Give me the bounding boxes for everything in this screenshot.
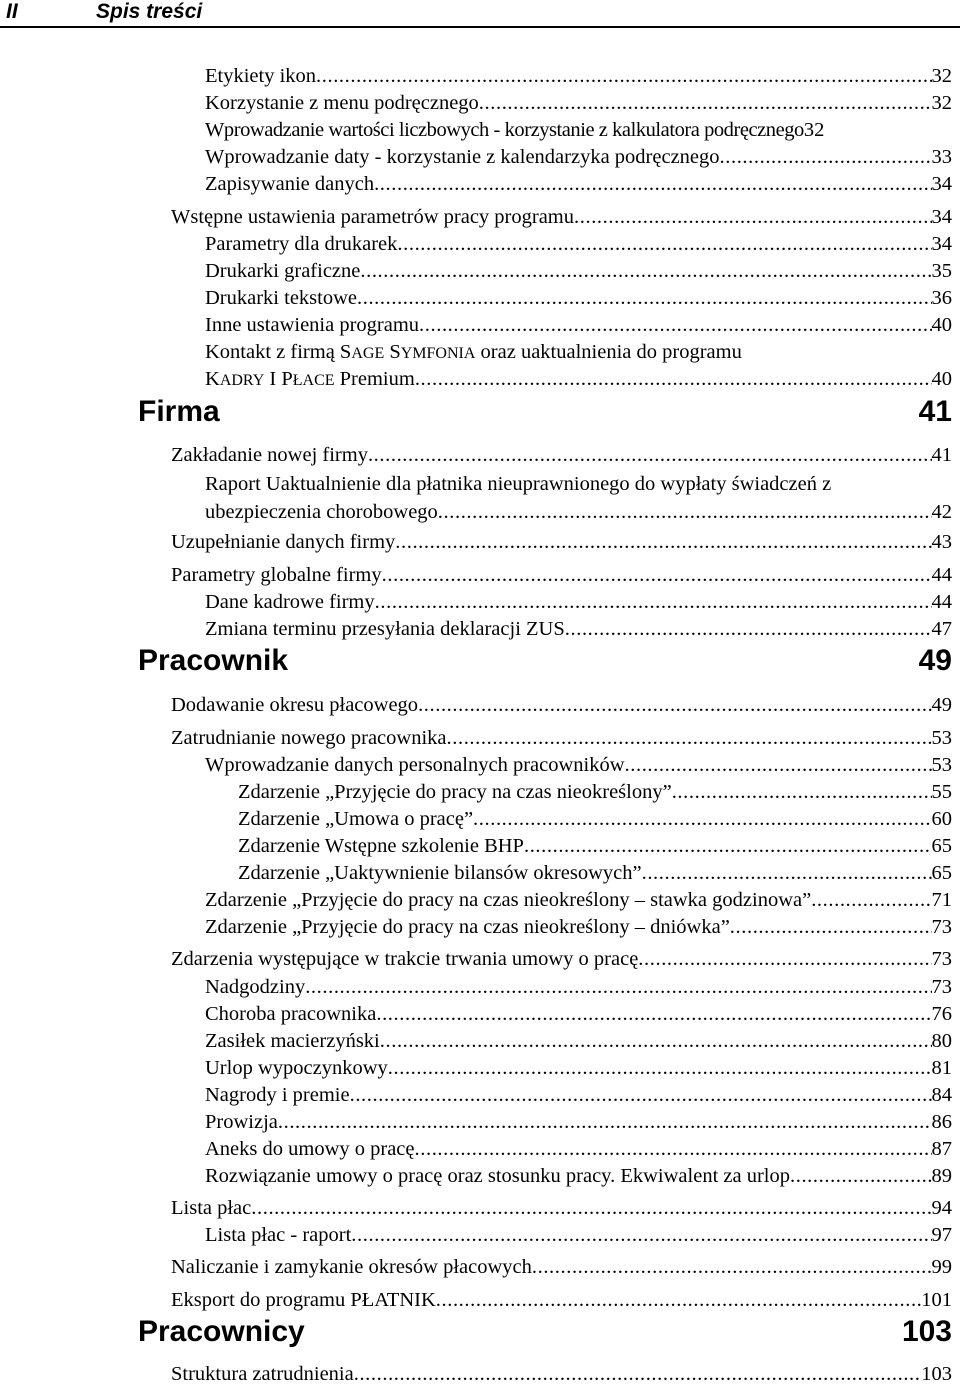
toc-entry-page: 34	[931, 233, 952, 255]
toc-entry-page: 40	[931, 368, 952, 390]
toc-entry-title: Eksport do programu PŁATNIK	[171, 1289, 436, 1311]
toc-entry-title: Kontakt z firmą SAGE SYMFONIA oraz uaktualnienia do programu	[205, 341, 742, 363]
toc-entry-title: ubezpieczenia chorobowego	[205, 501, 438, 523]
toc-entry-title: Lista płac - raport	[205, 1224, 352, 1246]
toc-entry[interactable]	[205, 1083, 952, 1107]
toc-leader	[316, 64, 931, 88]
chapter-title: Pracownicy	[138, 1315, 305, 1348]
toc-entry[interactable]	[205, 1056, 952, 1080]
toc-entry[interactable]	[205, 172, 952, 196]
toc-entry-title: Urlop wypoczynkowy	[205, 1057, 388, 1079]
toc-entry[interactable]	[238, 807, 952, 831]
toc-entry-title: Zasiłek macierzyński	[205, 1030, 380, 1052]
chapter-heading[interactable]	[138, 643, 952, 679]
toc-leader	[436, 1288, 921, 1312]
toc-leader	[382, 563, 932, 587]
toc-leader	[374, 172, 931, 196]
toc-entry-title: Choroba pracownika	[205, 1003, 377, 1025]
toc-entry-page: 44	[931, 564, 952, 586]
page-header	[0, 0, 960, 28]
toc-leader	[354, 1362, 922, 1386]
toc-leader	[720, 145, 932, 169]
toc-leader	[473, 807, 931, 831]
toc-entry-title: Zdarzenie „Przyjęcie do pracy na czas nieokreślony – dniówka”	[205, 916, 730, 938]
toc-entry-page: 71	[931, 889, 952, 911]
toc-entry-page: 43	[931, 531, 952, 553]
toc-leader	[438, 500, 932, 524]
toc-entry-page: 65	[931, 862, 952, 884]
toc-entry[interactable]	[205, 1164, 952, 1188]
toc-entry[interactable]	[205, 64, 952, 88]
toc-entry[interactable]	[205, 367, 952, 391]
toc-entry-title: Wprowadzanie daty - korzystanie z kalendarzyka podręcznego	[205, 146, 720, 168]
toc-entry-title: Dodawanie okresu płacowego	[171, 694, 419, 716]
toc-entry-page: 34	[931, 206, 952, 228]
toc-entry-title: Naliczanie i zamykanie okresów płacowych	[171, 1256, 532, 1278]
toc-entry-title: Inne ustawienia programu	[205, 314, 420, 336]
toc-entry-page: 41	[931, 444, 952, 466]
toc-entry-page: 65	[931, 835, 952, 857]
toc-leader	[380, 1029, 932, 1053]
toc-entry-page: 35	[931, 260, 952, 282]
toc-entry-page: 47	[931, 618, 952, 640]
toc-entry-title: Zdarzenie „Przyjęcie do pracy na czas nieokreślony – stawka godzinowa”	[205, 889, 812, 911]
chapter-page: 103	[901, 1315, 952, 1348]
toc-entry[interactable]	[205, 118, 952, 142]
toc-leader	[357, 286, 932, 310]
toc-entry[interactable]	[205, 1110, 952, 1134]
toc-leader	[574, 205, 931, 229]
toc-entry-title: KADRY I PŁACE Premium	[205, 368, 415, 390]
toc-entry-page: 87	[931, 1138, 952, 1160]
toc-leader	[638, 947, 931, 971]
chapter-heading[interactable]	[138, 1314, 952, 1350]
toc-entry[interactable]	[205, 472, 952, 496]
toc-entry[interactable]	[205, 1029, 952, 1053]
toc-entry[interactable]	[205, 500, 952, 524]
toc-entry[interactable]	[205, 286, 952, 310]
toc-leader	[811, 888, 931, 912]
chapter-page: 49	[918, 644, 952, 677]
toc-entry[interactable]	[205, 313, 952, 337]
toc-entry-page: 99	[931, 1256, 952, 1278]
toc-leader	[305, 975, 931, 999]
toc-leader	[625, 753, 932, 777]
toc-leader	[360, 259, 931, 283]
toc-entry-page: 86	[931, 1111, 952, 1133]
toc-entry-page: 80	[931, 1030, 952, 1052]
toc-leader	[415, 367, 932, 391]
toc-entry-title: Wprowadzanie danych personalnych pracowników	[205, 754, 625, 776]
toc-entry-page: 81	[931, 1057, 952, 1079]
toc-leader	[251, 1196, 931, 1220]
toc-entry-page: 94	[931, 1197, 952, 1219]
toc-leader	[642, 861, 932, 885]
toc-leader	[790, 1164, 932, 1188]
toc-entry-page: 32	[931, 65, 952, 87]
toc-entry[interactable]	[171, 1288, 952, 1312]
toc-entry-title: Zdarzenie „Przyjęcie do pracy na czas nieokreślony”	[238, 781, 672, 803]
toc-entry-page: 73	[931, 948, 952, 970]
toc-entry[interactable]	[171, 563, 952, 587]
toc-entry-page: 76	[931, 1003, 952, 1025]
toc-leader	[479, 91, 932, 115]
toc-entry-title: Zdarzenie „Uaktywnienie bilansów okresowych”	[238, 862, 642, 884]
toc-entry[interactable]	[171, 530, 952, 554]
toc-entry-page: 36	[931, 287, 952, 309]
toc-entry-title: Nagrody i premie	[205, 1084, 350, 1106]
toc-entry-title: Drukarki graficzne	[205, 260, 361, 282]
chapter-page: 41	[918, 395, 952, 428]
toc-entry[interactable]	[171, 443, 952, 467]
toc-entry-title: Rozwiązanie umowy o pracę oraz stosunku pracy. Ekwiwalent za urlop	[205, 1165, 790, 1187]
toc-leader	[395, 530, 931, 554]
toc-entry-title: Raport Uaktualnienie dla płatnika nieuprawnionego do wypłaty świadczeń z	[205, 473, 832, 495]
toc-entry-page: 101	[921, 1289, 952, 1311]
toc-entry-title: Wstępne ustawienia parametrów pracy programu	[171, 206, 575, 228]
toc-leader	[565, 617, 932, 641]
toc-entry[interactable]	[171, 693, 952, 717]
toc-entry-page: 34	[931, 173, 952, 195]
toc-entry[interactable]	[205, 975, 952, 999]
toc-entry-title: Zapisywanie danych	[205, 173, 375, 195]
toc-entry-page: 33	[931, 146, 952, 168]
toc-entry-page: 53	[931, 754, 952, 776]
toc-entry-page: 40	[931, 314, 952, 336]
toc-entry-page: 73	[931, 976, 952, 998]
toc-entry[interactable]	[205, 590, 952, 614]
toc-entry-title: Zdarzenia występujące w trakcie trwania umowy o pracę	[171, 948, 639, 970]
toc-leader	[730, 915, 932, 939]
toc-entry-page: 55	[931, 781, 952, 803]
toc-entry-page: 32	[803, 119, 825, 141]
toc-entry[interactable]	[205, 1137, 952, 1161]
toc-leader	[278, 1110, 932, 1134]
toc-entry-page: 84	[931, 1084, 952, 1106]
toc-entry[interactable]	[205, 1002, 952, 1026]
toc-entry-page: 97	[931, 1224, 952, 1246]
toc-leader	[419, 313, 931, 337]
toc-entry[interactable]	[171, 947, 952, 971]
toc-leader	[524, 834, 932, 858]
toc-entry[interactable]	[205, 145, 952, 169]
toc-entry-title: Prowizja	[205, 1111, 278, 1133]
toc-entry-page: 32	[931, 92, 952, 114]
toc-entry-title: Dane kadrowe firmy	[205, 591, 375, 613]
toc-entry-title: Wprowadzanie wartości liczbowych - korzystanie z kalkulatora podręcznego	[205, 119, 804, 141]
toc-entry[interactable]	[171, 1362, 952, 1386]
toc-entry-title: Zmiana terminu przesyłania deklaracji ZUS	[205, 618, 565, 640]
toc-entry-page: 73	[931, 916, 952, 938]
toc-entry[interactable]	[205, 617, 952, 641]
chapter-title: Firma	[138, 395, 220, 428]
chapter-heading[interactable]	[138, 394, 952, 430]
toc-entry-page: 53	[931, 727, 952, 749]
toc-entry-title: Zdarzenie „Umowa o pracę”	[238, 808, 474, 830]
toc-entry[interactable]	[205, 753, 952, 777]
toc-entry-title: Drukarki tekstowe	[205, 287, 357, 309]
toc-entry[interactable]	[238, 861, 952, 885]
toc-entry-page: 42	[931, 501, 952, 523]
toc-entry[interactable]	[205, 91, 952, 115]
toc-entry-page: 103	[921, 1363, 952, 1385]
chapter-title: Pracownik	[138, 644, 289, 677]
toc-entry-page: 44	[931, 591, 952, 613]
toc-entry-title: Zakładanie nowej firmy	[171, 444, 368, 466]
toc-leader	[418, 693, 931, 717]
toc-entry-page: 89	[931, 1165, 952, 1187]
toc-entry-title: Struktura zatrudnienia	[171, 1363, 354, 1385]
toc-entry[interactable]	[205, 915, 952, 939]
toc-leader	[375, 590, 932, 614]
toc-entry[interactable]	[205, 232, 952, 256]
toc-entry[interactable]	[171, 726, 952, 750]
toc-entry[interactable]	[205, 340, 952, 364]
toc-leader	[447, 726, 932, 750]
toc-leader	[388, 1056, 932, 1080]
toc-entry[interactable]	[205, 259, 952, 283]
toc-entry[interactable]	[205, 1223, 952, 1247]
toc-entry-title: Etykiety ikon	[205, 65, 317, 87]
toc-leader	[532, 1255, 932, 1279]
toc-entry-title: Nadgodziny	[205, 976, 306, 998]
header-title: Spis treści	[96, 0, 203, 23]
toc-entry[interactable]	[238, 780, 952, 804]
toc-leader	[415, 1137, 932, 1161]
header-page-number: II	[6, 0, 18, 23]
toc-entry[interactable]	[171, 1255, 952, 1279]
toc-entry-page: 60	[931, 808, 952, 830]
toc-leader	[351, 1223, 931, 1247]
toc-entry-title: Uzupełnianie danych firmy	[171, 531, 396, 553]
toc-leader	[350, 1083, 932, 1107]
toc-entry[interactable]	[238, 834, 952, 858]
toc-entry-title: Zatrudnianie nowego pracownika	[171, 727, 447, 749]
toc-leader	[376, 1002, 931, 1026]
toc-entry-title: Parametry globalne firmy	[171, 564, 382, 586]
toc-leader	[672, 780, 932, 804]
toc-entry[interactable]	[171, 1196, 952, 1220]
toc-entry-title: Lista płac	[171, 1197, 252, 1219]
toc-entry-title: Parametry dla drukarek	[205, 233, 398, 255]
toc-entry-page: 49	[931, 694, 952, 716]
toc-leader	[397, 232, 931, 256]
toc-leader	[368, 443, 932, 467]
toc-entry-title: Korzystanie z menu podręcznego	[205, 92, 479, 114]
toc-entry[interactable]	[171, 205, 952, 229]
toc-entry-title: Aneks do umowy o pracę	[205, 1138, 415, 1160]
toc-entry-title: Zdarzenie Wstępne szkolenie BHP	[238, 835, 524, 857]
toc-entry[interactable]	[205, 888, 952, 912]
